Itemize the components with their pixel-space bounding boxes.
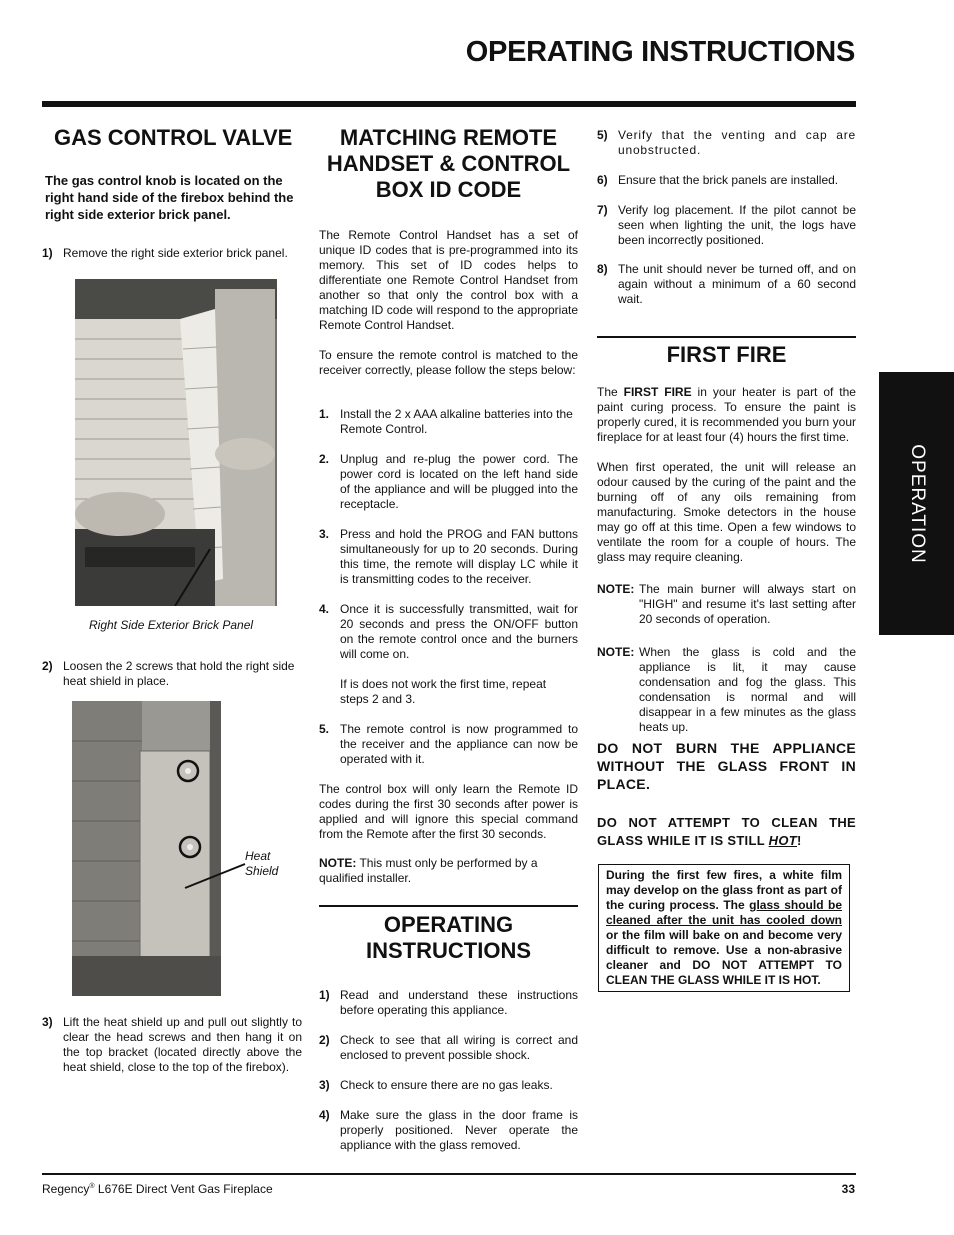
step-text: If is does not work the first time, repeat steps 2 and 3.	[340, 677, 547, 706]
text-run: !	[796, 833, 802, 848]
heat-shield-pointer	[183, 862, 247, 890]
warning-text	[597, 814, 856, 850]
step-number: 4)	[319, 1108, 330, 1122]
text-run: or the film will bake on and become very difficult to remove. Use a non-abrasive cleaner and DO NOT ATTEMPT TO CLEAN THE GLASS WHILE IT IS HOT.	[606, 928, 842, 987]
model-name: L676E Direct Vent Gas Fireplace	[97, 1182, 273, 1196]
paragraph: The Remote Control Handset has a set of unique ID codes that is pre-programmed into its memory. This set of ID codes helps to differentiate one Remote Control Handset from another so that only the control box with a matching ID code will respond to the appropriate Remote Control Handset.	[319, 228, 578, 332]
step-item	[42, 246, 302, 261]
brick-panel-photo	[75, 279, 277, 606]
step-number: 3)	[319, 1078, 330, 1092]
step-item	[597, 203, 856, 248]
page-title: OPERATING INSTRUCTIONS	[465, 36, 855, 68]
step-item	[42, 659, 302, 689]
step-text: Lift the heat shield up and pull out slightly to clear the head screws and then hang it on the top bracket (located directly above the heat shield, close to the top of the firebox).	[63, 1015, 302, 1074]
intro-text: The gas control knob is located on the right hand side of the firebox behind the right side exterior brick panel.	[45, 173, 294, 222]
paragraph: To ensure the remote control is matched to the receiver correctly, please follow the steps below:	[319, 348, 578, 377]
step-item	[319, 1078, 578, 1093]
step-number: 8)	[597, 262, 608, 276]
paragraph: The control box will only learn the Remote ID codes during the first 30 seconds after power is applied and will ignore this special command from the Remote after the first 30 seconds.	[319, 782, 578, 841]
section-heading: GAS CONTROL VALVE	[54, 125, 293, 150]
step-item	[597, 128, 856, 158]
step-item	[319, 602, 578, 662]
step-text: Make sure the glass in the door frame is properly positioned. Never operate the appliance with the glass removed.	[340, 1108, 578, 1152]
step-item	[42, 1015, 302, 1075]
note-text: The main burner will always start on "HIGH" and resume it's last setting after 20 seconds of operation.	[639, 582, 856, 626]
paragraph: When first operated, the unit will release an odour caused by the curing of the paint and the burning off of any oils remaining from manufacturing. Smoke detectors in the house may go off at this time. Open a few windows to ventilate the room for a couple of hours. The glass may require cleaning.	[597, 460, 856, 564]
heat-shield-photo	[72, 701, 221, 996]
text-run: DO NOT ATTEMPT TO CLEAN THE GLASS WHILE IT IS STILL	[597, 815, 856, 848]
text-run: During the first few fires, a white film may develop on the glass front as part of the curing process. The	[606, 868, 842, 912]
step-text: Press and hold the PROG and FAN buttons simultaneously for up to 20 seconds. During this time, the remote will display LC while it is transmitting codes to the receiver.	[340, 527, 578, 586]
section-heading: OPERATING INSTRUCTIONS	[366, 912, 531, 963]
step-number: 3.	[319, 527, 330, 541]
text-run-emphasis: HOT	[768, 833, 797, 848]
section-heading: MATCHING REMOTE HANDSET & CONTROL BOX ID CODE	[326, 125, 571, 202]
note-text: This must only be performed by a qualified installer.	[319, 856, 538, 885]
step-number: 4.	[319, 602, 330, 616]
step-number: 2)	[42, 659, 53, 673]
step-text: Verify log placement. If the pilot cannot be seen when lighting the unit, the logs have been incorrectly positioned.	[618, 203, 856, 247]
note	[319, 856, 578, 886]
section-divider	[319, 905, 578, 907]
step-item	[319, 1033, 578, 1063]
step-text: Ensure that the brick panels are installed.	[618, 173, 839, 187]
step-number: 1)	[319, 988, 330, 1002]
step-item	[319, 452, 578, 512]
step-number: 7)	[597, 203, 608, 217]
registered-mark: ®	[89, 1183, 95, 1190]
step-text: Install the 2 x AAA alkaline batteries into the Remote Control.	[340, 407, 573, 436]
section-heading: FIRST FIRE	[666, 342, 787, 367]
step-text: Loosen the 2 screws that hold the right side heat shield in place.	[63, 659, 295, 688]
step-text: Once it is successfully transmitted, wait for 20 seconds and press the ON/OFF button on the remote control once and the burners will come on.	[340, 602, 578, 661]
note	[597, 645, 856, 735]
section-tab-label: OPERATION	[906, 443, 928, 564]
text-run-underline: glass should be cleaned after the unit has cooled down	[606, 898, 842, 927]
step-text: Read and understand these instructions before operating this appliance.	[340, 988, 578, 1017]
step-text: Unplug and re-plug the power cord. The power cord is located on the left hand side of the appliance and will be plugged into the receptacle.	[340, 452, 578, 511]
photo-label: Heat Shield	[245, 849, 279, 878]
step-text: Verify that the venting and cap are unobstructed.	[618, 128, 856, 157]
step-text: Remove the right side exterior brick panel.	[63, 246, 288, 260]
step-item	[319, 1108, 578, 1153]
note	[597, 582, 856, 627]
photo-caption: Right Side Exterior Brick Panel	[89, 618, 254, 632]
step-number: 5.	[319, 722, 330, 736]
step-item	[319, 988, 578, 1018]
section-tab	[879, 372, 954, 635]
step-item	[319, 527, 578, 587]
step-number: 2)	[319, 1033, 330, 1047]
paragraph	[597, 385, 856, 445]
step-item-note	[319, 677, 578, 707]
page-number: 33	[841, 1182, 855, 1196]
note-label: NOTE:	[597, 645, 635, 659]
step-number: 3)	[42, 1015, 53, 1029]
section-divider	[597, 336, 856, 338]
text-run: in your heater is part of the paint curing process. To ensure the paint is properly cured, it is recommended you burn your fireplace for at least four (4) hours the first time.	[597, 385, 856, 444]
step-number: 5)	[597, 128, 608, 142]
gas-control-valve-section	[42, 125, 302, 151]
step-number: 2.	[319, 452, 330, 466]
footer-product	[42, 1182, 273, 1196]
step-number: 6)	[597, 173, 608, 187]
step-item	[597, 173, 856, 188]
brand-name: Regency	[42, 1182, 90, 1196]
step-number: 1.	[319, 407, 330, 421]
note-text: When the glass is cold and the appliance is lit, it may cause condensation and fog the glass. This condensation is normal and will disappear in a few minutes as the glass heats up.	[639, 645, 856, 734]
step-item	[597, 262, 856, 307]
bottom-divider	[42, 1173, 856, 1175]
note-label: NOTE:	[319, 856, 357, 870]
heat-shield-illustration	[72, 701, 221, 996]
step-number: 1)	[42, 246, 53, 260]
caution-box	[598, 864, 850, 992]
text-run-bold: FIRST FIRE	[623, 385, 692, 399]
step-text: The unit should never be turned off, and on again without a minimum of a 60 second wait.	[618, 262, 856, 306]
step-text: The remote control is now programmed to the receiver and the appliance can now be operated with it.	[340, 722, 578, 766]
step-text: Check to see that all wiring is correct and enclosed to prevent possible shock.	[340, 1033, 578, 1062]
step-item	[319, 722, 578, 767]
text-run: The	[597, 385, 618, 399]
step-item	[319, 407, 578, 437]
step-text: Check to ensure there are no gas leaks.	[340, 1078, 553, 1092]
warning-text: DO NOT BURN THE APPLIANCE WITHOUT THE GLASS FRONT IN PLACE.	[597, 740, 856, 792]
note-label: NOTE:	[597, 582, 635, 596]
top-divider	[42, 101, 856, 107]
brick-panel-illustration	[75, 279, 277, 606]
